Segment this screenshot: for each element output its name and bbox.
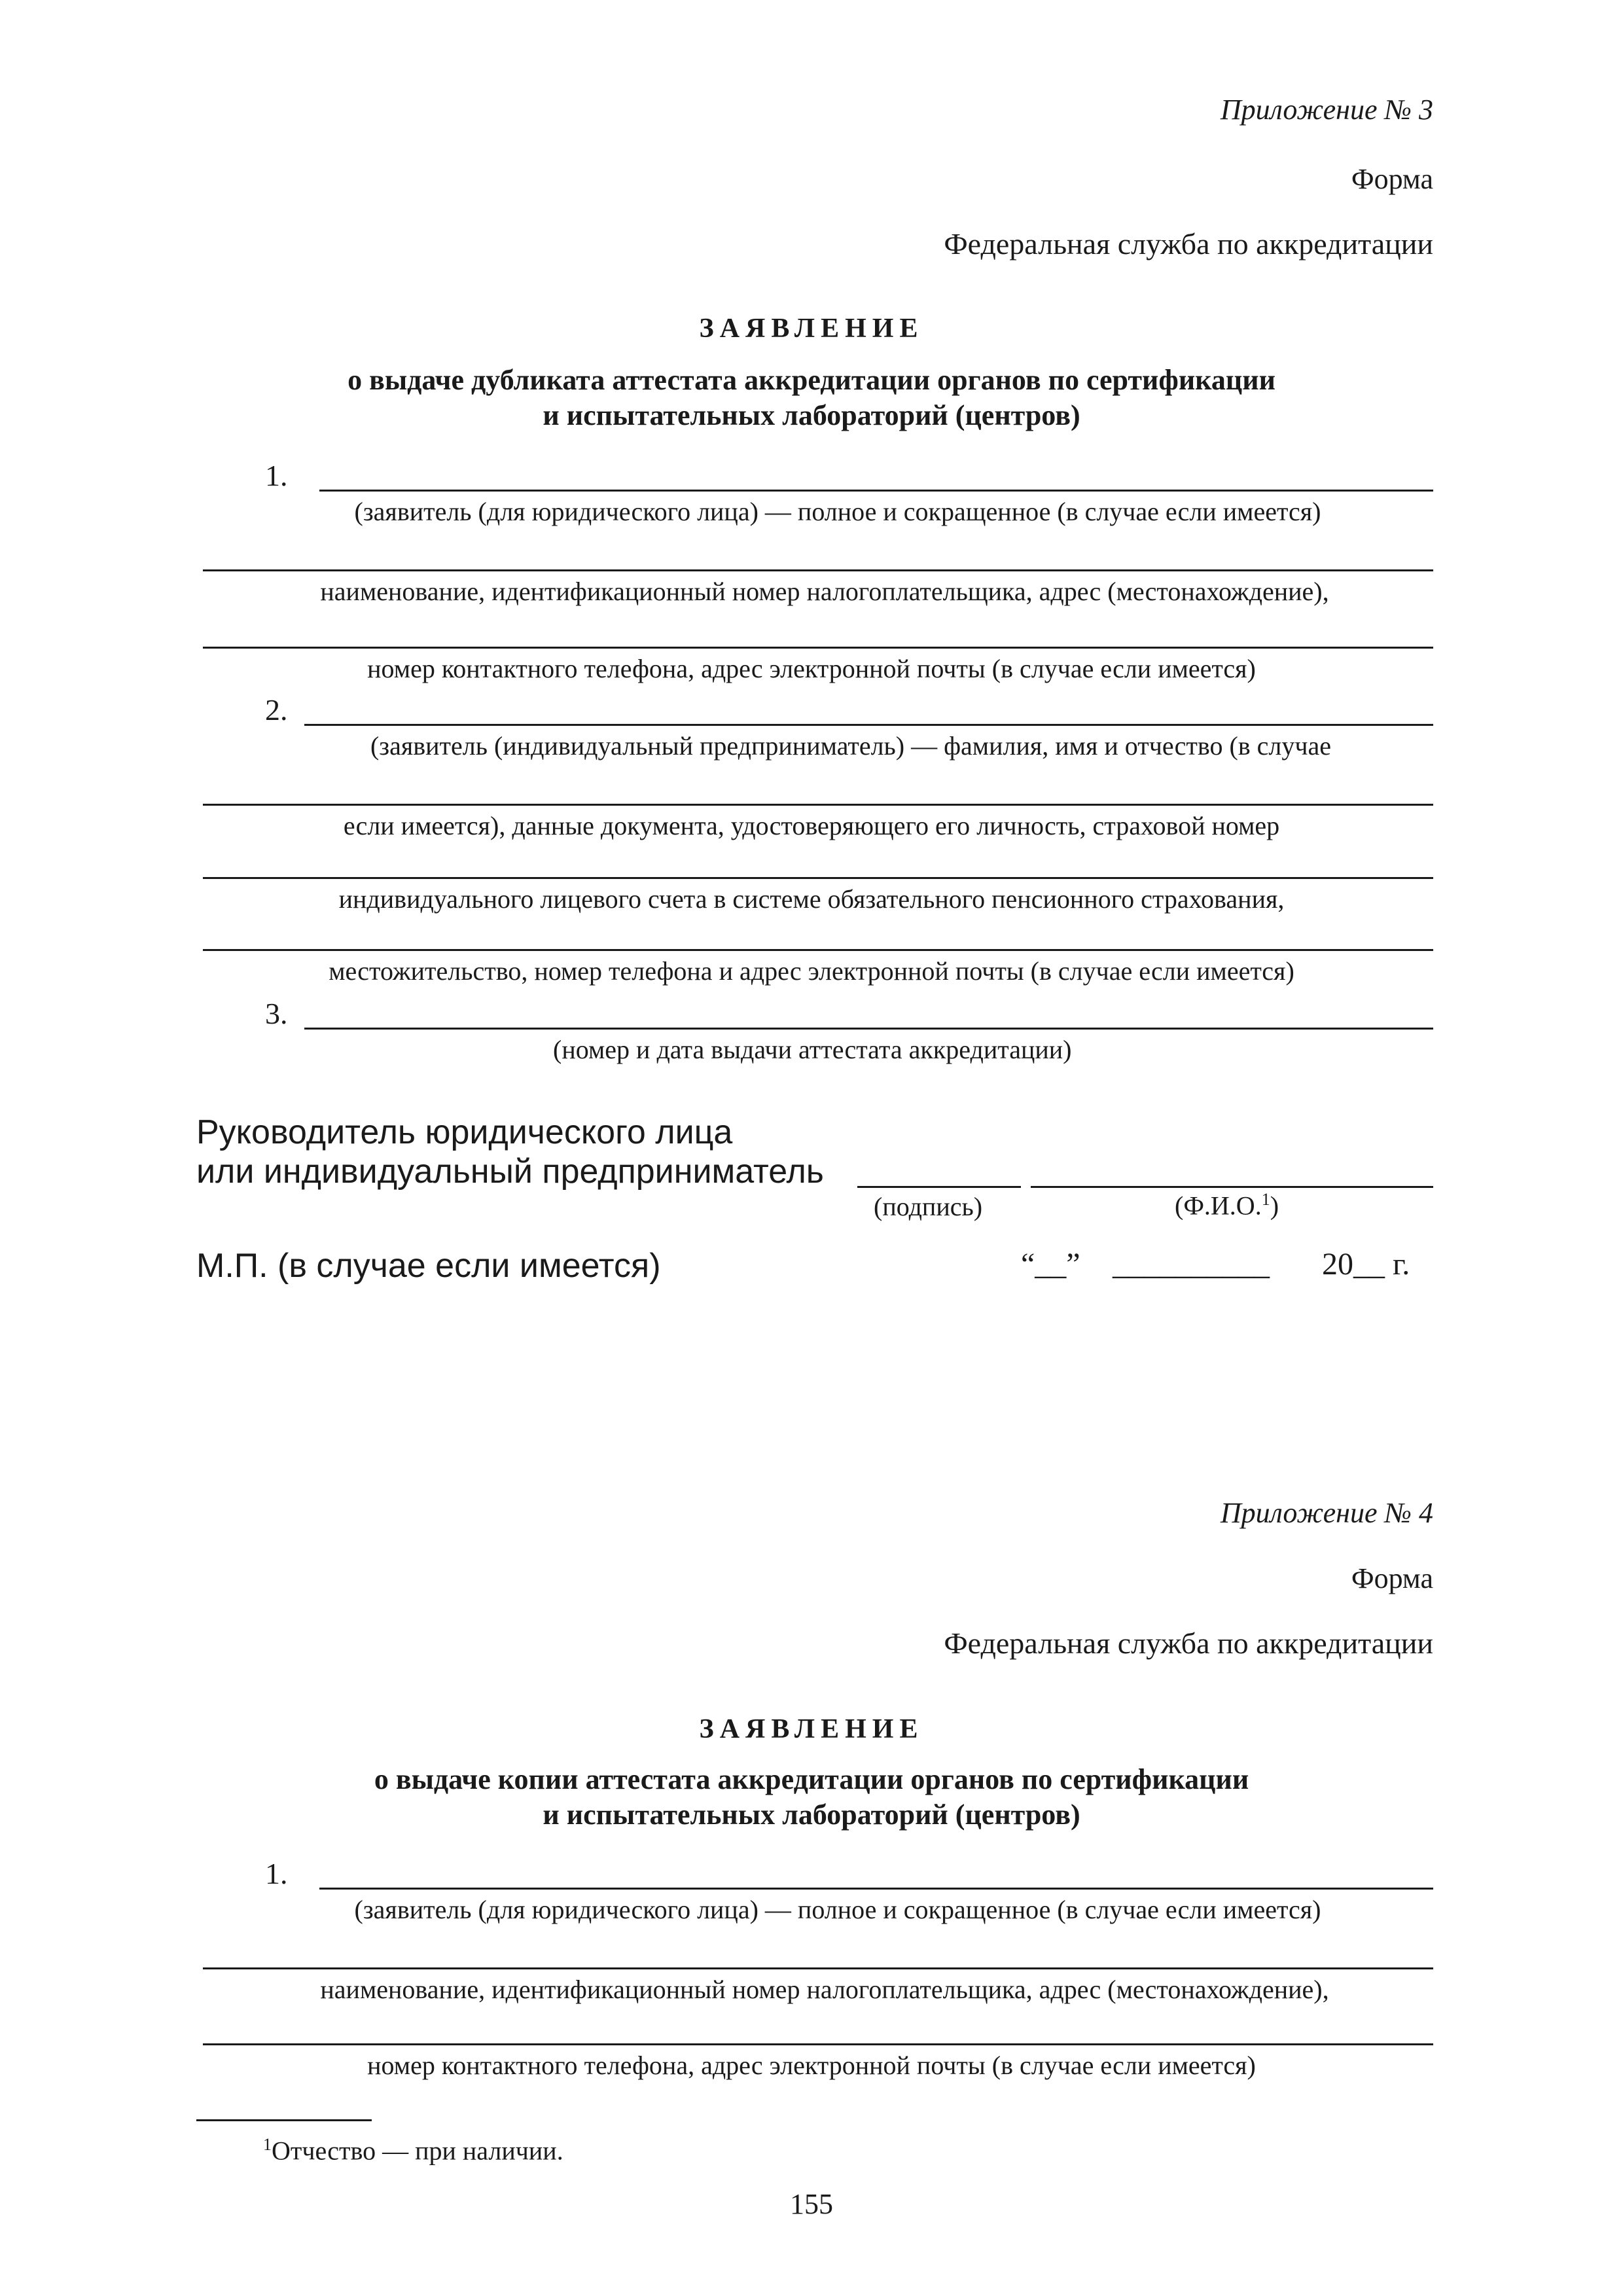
fio-field-line[interactable]	[1031, 1186, 1433, 1188]
item-1-caption-1: (заявитель (для юридического лица) — полное и сокращенное (в случае если имеется)	[354, 497, 1321, 526]
item-3-number: 3.	[265, 997, 288, 1030]
document-4-subtitle-line-1: о выдаче копии аттестата аккредитации органов по сертификации	[374, 1763, 1249, 1795]
agency-name: Федеральная служба по аккредитации	[944, 227, 1433, 260]
item-2-field-line-4[interactable]	[203, 949, 1433, 951]
footnote	[263, 2135, 563, 2166]
item-1-number: 1.	[265, 459, 288, 492]
item-1-caption-3: номер контактного телефона, адрес электронной почты (в случае если имеется)	[367, 654, 1256, 683]
fio-caption: (Ф.И.О.$^1$)	[1175, 1190, 1279, 1221]
form-4-item-1-caption-1: (заявитель (для юридического лица) — полное и сокращенное (в случае если имеется)	[354, 1895, 1321, 1924]
document-title: ЗАЯВЛЕНИЕ	[699, 314, 924, 344]
document-subtitle-line-2: и испытательных лабораторий (центров)	[543, 399, 1080, 431]
form-4-item-1-field-line-2[interactable]	[203, 1967, 1433, 1969]
signature-caption: (подпись)	[874, 1192, 983, 1221]
item-1-field-line-3[interactable]	[203, 647, 1433, 649]
item-1-field-line[interactable]	[319, 490, 1433, 492]
item-3-caption: (номер и дата выдачи аттестата аккредитации)	[553, 1035, 1072, 1064]
fio-footnote-mark: 1	[1261, 1190, 1270, 1209]
item-2-number: 2.	[265, 693, 288, 726]
signature-field-line[interactable]	[857, 1186, 1021, 1188]
date-day-field[interactable]: “__”	[1021, 1247, 1080, 1282]
document-4-title: ЗАЯВЛЕНИЕ	[699, 1714, 924, 1744]
form-4-item-1-field-line-3[interactable]	[203, 2043, 1433, 2045]
footnote-separator	[196, 2119, 372, 2121]
item-1-caption-2: наименование, идентификационный номер налогоплательщика, адрес (местонахождение),	[320, 577, 1329, 606]
item-2-field-line[interactable]	[304, 724, 1433, 726]
form-4-item-1-caption-3: номер контактного телефона, адрес электронной почты (в случае если имеется)	[367, 2051, 1256, 2080]
annex-3-label: Приложение № 3	[1220, 94, 1433, 126]
footnote-mark: 1	[263, 2135, 272, 2154]
item-2-caption-2: если имеется), данные документа, удостоверяющего его личность, страховой номер	[343, 811, 1280, 840]
date-month-field[interactable]: __________	[1113, 1247, 1270, 1282]
annex-4-label: Приложение № 4	[1220, 1497, 1433, 1529]
page-number: 155	[790, 2188, 833, 2220]
item-3-field-line[interactable]	[304, 1028, 1433, 1030]
form-4-item-1-field-line[interactable]	[319, 1888, 1433, 1890]
item-2-caption-4: местожительство, номер телефона и адрес электронной почты (в случае если имеется)	[329, 956, 1294, 986]
form-label: Форма	[1351, 163, 1433, 195]
item-2-caption-1: (заявитель (индивидуальный предприниматель) — фамилия, имя и отчество (в случае	[370, 731, 1332, 761]
form-4-label: Форма	[1351, 1562, 1433, 1594]
item-2-field-line-3[interactable]	[203, 877, 1433, 879]
item-1-field-line-2[interactable]	[203, 569, 1433, 571]
head-line-1: Руководитель юридического лица	[196, 1113, 733, 1151]
footnote-text: Отчество — при наличии.	[272, 2136, 563, 2166]
form-4-item-1-caption-2: наименование, идентификационный номер налогоплательщика, адрес (местонахождение),	[320, 1975, 1329, 2004]
item-2-field-line-2[interactable]	[203, 804, 1433, 806]
head-line-2: или индивидуальный предприниматель	[196, 1153, 824, 1191]
document-4-subtitle-line-2: и испытательных лабораторий (центров)	[543, 1799, 1080, 1831]
document-subtitle-line-1: о выдаче дубликата аттестата аккредитации органов по сертификации	[348, 364, 1275, 396]
agency-name-4: Федеральная служба по аккредитации	[944, 1626, 1433, 1660]
form-4-item-1-number: 1.	[265, 1857, 288, 1890]
date-year-field[interactable]: 20__ г.	[1322, 1247, 1410, 1282]
stamp-place-label: М.П. (в случае если имеется)	[196, 1247, 661, 1285]
item-2-caption-3: индивидуального лицевого счета в системе обязательного пенсионного страхования,	[338, 884, 1285, 914]
